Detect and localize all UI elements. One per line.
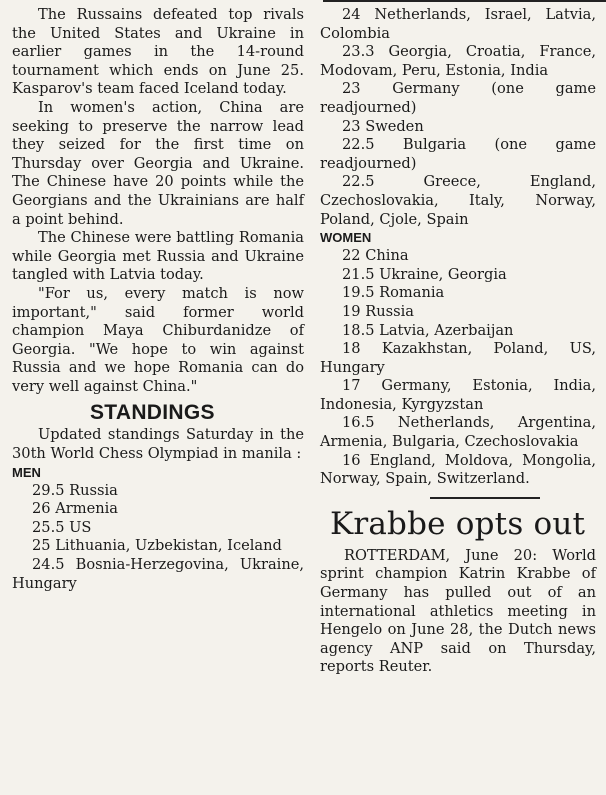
brief-body: ROTTERDAM, June 20: World sprint champion Katrin Krabbe of Germany has pulled out of an international athletics meeting in Hengelo on June 28, the Dutch news agency ANP said on Thursday, reports Reuter. (320, 546, 596, 676)
article-paragraph: The Russains defeated top rivals the United States and Ukraine in earlier games in the 14-round tournament which ends on June 25. Kasparov's team faced Iceland today. (12, 6, 304, 98)
article-paragraph: In women's action, China are seeking to preserve the narrow lead they seized for the first time on Thursday over Georgia and Ukraine. The Chinese have 20 points while the Georgians and the Ukrainians are half a point behind. (12, 98, 304, 228)
article-paragraph: "For us, every match is now important," said former world champion Maya Chiburdanidze of Georgia. "We hope to win against Russia and we hope Romania can do very well against China." (12, 284, 304, 395)
left-column (12, 6, 304, 593)
standing-row: 22 China (342, 247, 409, 265)
standing-row: 16 England, Moldova, Mongolia, Norway, Spain, Switzerland. (320, 451, 596, 488)
standing-row: 16.5 Netherlands, Argentina, Armenia, Bulgaria, Czechoslovakia (320, 414, 596, 451)
standing-row: 19.5 Romania (342, 284, 445, 302)
standing-row: 29.5 Russia (32, 481, 118, 499)
standing-row: 23.3 Georgia, Croatia, France, Modovam, Peru, Estonia, India (320, 43, 596, 79)
section-divider (430, 497, 540, 499)
women-label: WOMEN (320, 230, 372, 246)
article-paragraph: The Chinese were battling Romania while Georgia met Russia and Ukraine tangled with Latvia today. (12, 229, 304, 284)
standings-intro: Updated standings Saturday in the 30th World Chess Olympiad in manila : (12, 426, 304, 463)
women-standings (320, 247, 596, 489)
brief-headline: Krabbe opts out (330, 505, 586, 542)
standing-row: 26 Armenia (32, 500, 118, 518)
standing-row: 17 Germany, Estonia, India, Indonesia, Kyrgyzstan (320, 377, 596, 413)
standing-row: 24 Netherlands, Israel, Latvia, Colombia (320, 6, 596, 42)
standing-row: 22.5 Greece, England, Czechoslovakia, Italy, Norway, Poland, Cjole, Spain (320, 173, 596, 228)
right-column (320, 6, 596, 677)
standing-row: 23 Germany (one game readjourned) (320, 80, 596, 116)
standing-row: 22.5 Bulgaria (one game readjourned) (320, 136, 596, 172)
top-rule (323, 0, 606, 2)
standing-row: 23 Sweden (342, 117, 424, 135)
standing-row: 24.5 Bosnia-Herzegovina, Ukraine, Hungary (12, 556, 304, 592)
standing-row: 19 Russia (342, 302, 414, 320)
standing-row: 25.5 US (32, 518, 92, 536)
standing-row: 21.5 Ukraine, Georgia (342, 265, 507, 283)
standings-heading: STANDINGS (90, 401, 215, 425)
standing-row: 25 Lithuania, Uzbekistan, Iceland (32, 537, 282, 555)
men-standings-right (320, 6, 596, 229)
standing-row: 18.5 Latvia, Azerbaijan (342, 321, 514, 339)
men-standings-left (12, 482, 304, 594)
standing-row: 18 Kazakhstan, Poland, US, Hungary (320, 340, 596, 376)
men-label: MEN (12, 464, 41, 480)
